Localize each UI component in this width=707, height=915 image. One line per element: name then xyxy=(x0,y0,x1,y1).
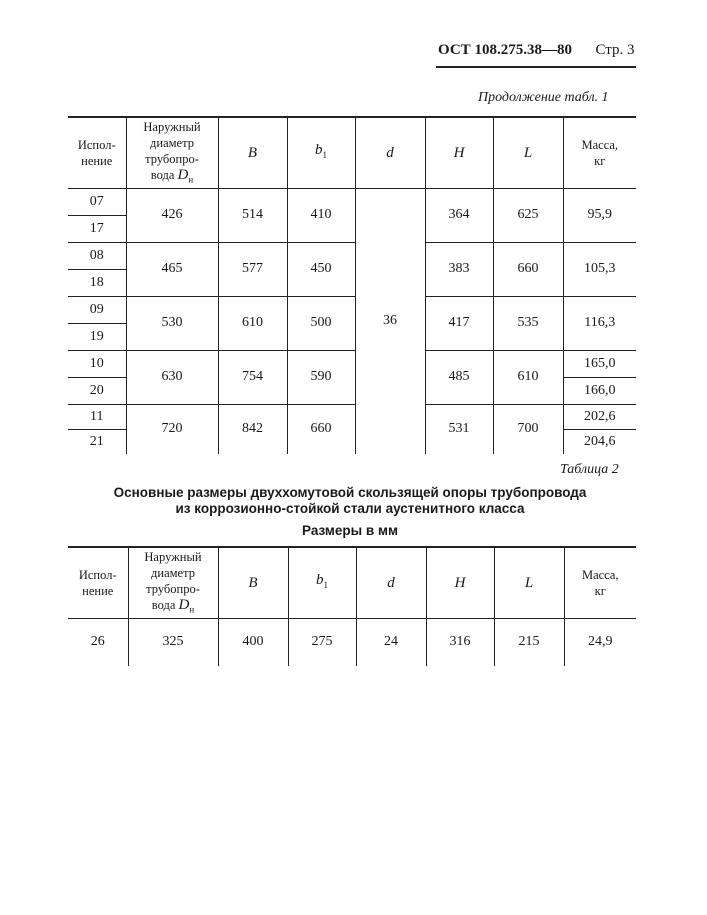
table-cell: 426 xyxy=(126,188,218,242)
cell-text: н xyxy=(189,604,195,614)
table-cell: 410 xyxy=(287,188,355,242)
col-header-b1 xyxy=(287,117,355,188)
table1 xyxy=(68,116,636,454)
table-cell: 531 xyxy=(425,404,493,454)
table2 xyxy=(68,546,636,666)
table2-caption: Таблица 2 xyxy=(560,462,619,477)
table1-caption: Продолжение табл. 1 xyxy=(478,90,609,105)
col-header-L: L xyxy=(494,547,564,618)
table-cell: 166,0 xyxy=(563,377,636,404)
table-cell: 95,9 xyxy=(563,188,636,242)
cell-text: Наружный xyxy=(143,119,201,134)
col-header-H: H xyxy=(425,117,493,188)
table-cell: 610 xyxy=(218,296,287,350)
col-header-diameter xyxy=(126,117,218,188)
table-cell: 09 xyxy=(68,296,126,323)
table-cell: 383 xyxy=(425,242,493,296)
table-cell: 660 xyxy=(493,242,563,296)
table-cell: 204,6 xyxy=(563,429,636,454)
table-cell: 10 xyxy=(68,350,126,377)
table-cell: 17 xyxy=(68,215,126,242)
cell-text: нение xyxy=(81,153,113,168)
page-number: Стр. 3 xyxy=(595,42,635,58)
table-cell: 105,3 xyxy=(563,242,636,296)
cell-text: Испол- xyxy=(78,567,117,582)
cell-text: Масса, xyxy=(581,567,619,582)
table-row xyxy=(68,618,636,666)
table-cell: 530 xyxy=(126,296,218,350)
cell-text: b xyxy=(315,142,323,159)
table-cell: 577 xyxy=(218,242,287,296)
cell-text: 1 xyxy=(322,150,327,161)
col-header-B: B xyxy=(218,117,287,188)
col-header-diameter xyxy=(128,547,218,618)
table-cell: 400 xyxy=(218,618,288,666)
col-header-L: L xyxy=(493,117,563,188)
cell-text: вода xyxy=(151,597,176,612)
table1-header-row xyxy=(68,117,636,188)
cell-text: диаметр xyxy=(151,565,195,580)
table-row xyxy=(68,404,636,429)
table-cell: 842 xyxy=(218,404,287,454)
standard-number: ОСТ 108.275.38—80 xyxy=(438,42,572,58)
table-cell: 720 xyxy=(126,404,218,454)
col-header-H: H xyxy=(426,547,494,618)
cell-text: вода xyxy=(150,167,175,182)
col-header-b1 xyxy=(288,547,356,618)
table2-title-line1: Основные размеры двуххомутовой скользящей опоры трубопровода xyxy=(113,485,587,500)
table-cell: 700 xyxy=(493,404,563,454)
table-cell: 535 xyxy=(493,296,563,350)
page-header xyxy=(438,42,638,64)
cell-text: трубопро- xyxy=(145,151,199,166)
table-row xyxy=(68,188,636,215)
table-cell: 660 xyxy=(287,404,355,454)
cell-text: 1 xyxy=(323,580,328,591)
table-cell: 590 xyxy=(287,350,355,404)
table-cell: 07 xyxy=(89,193,104,209)
table-cell: 26 xyxy=(90,634,105,650)
table-row xyxy=(68,296,636,323)
table-cell: 500 xyxy=(287,296,355,350)
table-cell: 625 xyxy=(493,188,563,242)
cell-text xyxy=(129,597,218,618)
table-cell: 364 xyxy=(425,188,493,242)
col-header-mass xyxy=(564,547,636,618)
table-cell: 514 xyxy=(218,188,287,242)
table-cell: 116,3 xyxy=(563,296,636,350)
cell-text xyxy=(127,167,218,188)
table-cell: 417 xyxy=(425,296,493,350)
cell-text: D xyxy=(177,166,189,183)
table-cell: 450 xyxy=(287,242,355,296)
table-cell: 275 xyxy=(288,618,356,666)
col-header-d: d xyxy=(356,547,426,618)
col-header-d: d xyxy=(355,117,425,188)
cell-text: кг xyxy=(594,153,606,168)
table-row xyxy=(68,350,636,377)
table-cell: 215 xyxy=(494,618,564,666)
col-header-mass xyxy=(563,117,636,188)
table-cell: 202,6 xyxy=(563,404,636,429)
table-cell: 754 xyxy=(218,350,287,404)
cell-text: кг xyxy=(594,583,606,598)
table-cell: 24,9 xyxy=(564,618,636,666)
col-header-B: B xyxy=(218,547,288,618)
col-header-variant xyxy=(68,547,128,618)
cell-text: b xyxy=(316,572,324,589)
col-header-variant xyxy=(68,117,126,188)
cell-text: трубопро- xyxy=(146,581,200,596)
table-cell: 18 xyxy=(68,269,126,296)
table-cell: 21 xyxy=(68,429,126,454)
cell-text: диаметр xyxy=(150,135,194,150)
table-cell: 610 xyxy=(493,350,563,404)
table-cell: 316 xyxy=(426,618,494,666)
table2-units: Размеры в мм xyxy=(302,523,398,538)
table2-header-row xyxy=(68,547,636,618)
table2-title-line2: из коррозионно-стойкой стали аустенитного класса xyxy=(175,501,525,516)
table-cell: 165,0 xyxy=(563,350,636,377)
table-cell: 325 xyxy=(128,618,218,666)
table-cell: 24 xyxy=(356,618,426,666)
table-cell: 485 xyxy=(425,350,493,404)
cell-text: нение xyxy=(82,583,114,598)
d-value-cell: 36 xyxy=(355,188,425,454)
cell-text: Испол- xyxy=(77,137,116,152)
cell-text: D xyxy=(178,596,190,613)
table-cell: 630 xyxy=(126,350,218,404)
cell-text: Масса, xyxy=(581,137,619,152)
table-cell: 465 xyxy=(126,242,218,296)
header-rule xyxy=(436,66,636,68)
table-cell: 08 xyxy=(68,242,126,269)
table-cell: 11 xyxy=(68,404,126,429)
cell-text: Наружный xyxy=(144,549,202,564)
table-cell: 19 xyxy=(68,323,126,350)
cell-text: н xyxy=(188,174,194,184)
table-cell: 20 xyxy=(68,377,126,404)
table-row xyxy=(68,242,636,269)
